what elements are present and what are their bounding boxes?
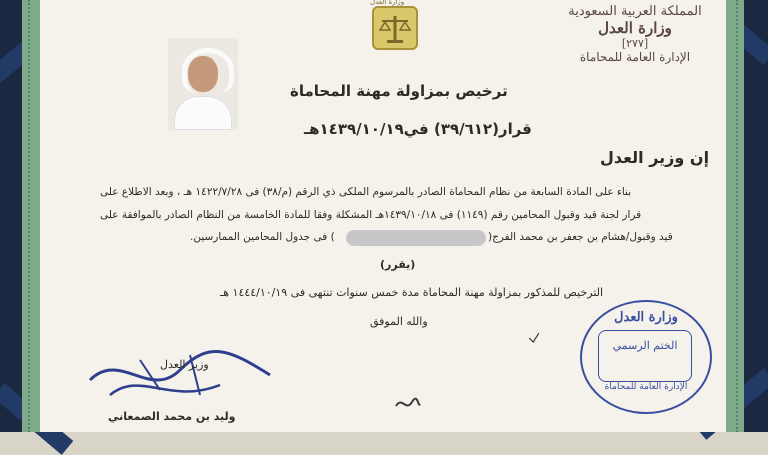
photo-garment [174, 96, 232, 130]
scales-icon [374, 8, 416, 48]
minister-heading: إن وزير العدل [600, 148, 710, 167]
body-line-2: قرار لجنة قيد وقبول المحامين رقم (١١٤٩) فى ١٤٣٩/١٠/١٨هـ المشكلة وفقا للمادة الخامسة من النظام الصادر بالموافقة على [100, 209, 642, 221]
stamp-middle-text: الختم الرسمي [612, 339, 678, 352]
body-line-1: بناء على المادة السابعة من نظام المحاماة الصادر بالمرسوم الملكى ذي الرقم (م/٣٨) فى ١٤٢٢/٧/٢٨ هـ ، وبعد الاطلاع على [100, 186, 632, 198]
decision-reference: قرار(٣٩/٦١٢) في١٤٣٩/١٠/١٩هـ [304, 120, 532, 138]
ministry-line-kingdom: المملكة العربية السعودية [568, 4, 702, 19]
applicant-photo [168, 38, 238, 130]
ministry-number: [٢٧٧] [621, 37, 649, 50]
stamp-bottom-text: الإدارة العامة للمحاماة [604, 382, 688, 392]
ministry-line-department: الإدارة العامة للمحاماة [579, 50, 691, 64]
justice-emblem [372, 6, 418, 50]
photo-face [188, 56, 218, 92]
body-line-3-end: ) فى جدول المحامين الممارسين. [190, 231, 335, 243]
stamp-top-text: وزارة العدل [614, 310, 678, 325]
redacted-id [346, 230, 486, 246]
ministry-line-justice: وزارة العدل [598, 19, 672, 37]
minister-signature [80, 340, 280, 410]
official-stamp [580, 300, 712, 414]
stamp-inner-frame [598, 330, 692, 382]
body-line-3-start: قيد وقبول/هشام بن جعفر بن محمد الفرج( [488, 231, 673, 243]
small-tick-mark [526, 330, 542, 346]
certificate-paper [22, 0, 744, 432]
certificate-content [40, 0, 726, 432]
closing-phrase: والله الموفق [370, 315, 428, 328]
initials-mark [392, 394, 422, 414]
decides-label: (يقرر) [380, 258, 416, 271]
emblem-caption: وزارة العدل [370, 0, 405, 6]
signature-title: وزير العدل [160, 358, 209, 371]
certificate-title: ترخيص بمزاولة مهنة المحاماة [290, 82, 508, 100]
signatory-name: وليد بن محمد الصمعاني [108, 410, 236, 423]
license-statement: الترخيص للمذكور بمزاولة مهنة المحاماة مدة خمس سنوات تنتهى فى ١٤٤٤/١٠/١٩ هـ [220, 286, 604, 299]
ministry-header [550, 4, 720, 64]
